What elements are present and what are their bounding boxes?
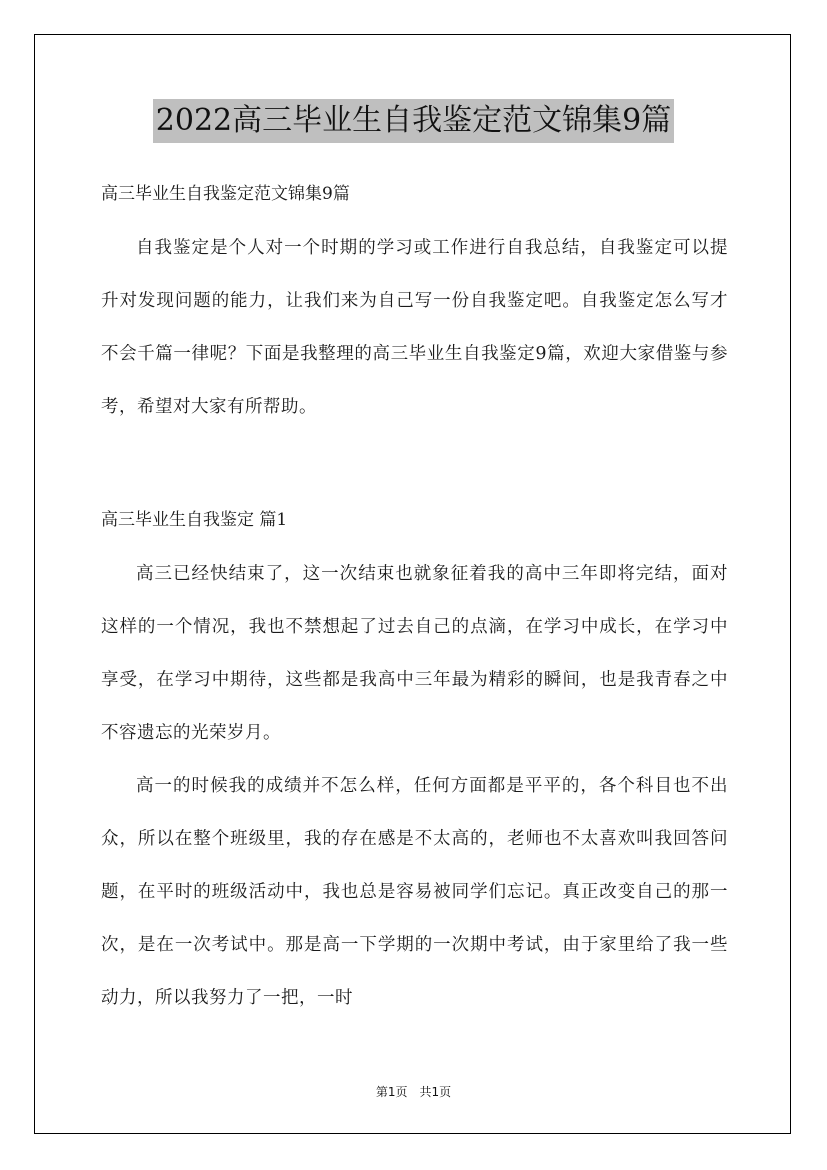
page-total: 共1页 bbox=[419, 1085, 452, 1099]
section-spacer bbox=[101, 434, 728, 504]
document-title bbox=[0, 99, 827, 143]
document-title-text: 2022高三毕业生自我鉴定范文锦集9篇 bbox=[153, 99, 674, 143]
section-heading: 高三毕业生自我鉴定 篇1 bbox=[101, 510, 288, 530]
page-footer bbox=[0, 1083, 827, 1100]
intro-paragraph: 自我鉴定是个人对一个时期的学习或工作进行自我总结，自我鉴定可以提升对发现问题的能力，让我们来为自己写一份自我鉴定吧。自我鉴定怎么写才不会千篇一律呢？下面是我整理的高三毕业生自我鉴定9篇，欢迎大家借鉴与参考，希望对大家有所帮助。 bbox=[101, 238, 728, 417]
page-number: 第1页 bbox=[375, 1085, 408, 1099]
body-paragraph: 高一的时候我的成绩并不怎么样，任何方面都是平平的，各个科目也不出众，所以在整个班级里，我的存在感是不太高的，老师也不太喜欢叫我回答问题，在平时的班级活动中，我也总是容易被同学们忘记。真正改变自己的那一次，是在一次考试中。那是高一下学期的一次期中考试，由于家里给了我一些动力，所以我努力了一把，一时 bbox=[101, 776, 728, 1008]
body-paragraph: 高三已经快结束了，这一次结束也就象征着我的高中三年即将完结，面对这样的一个情况，我也不禁想起了过去自己的点滴，在学习中成长，在学习中享受，在学习中期待，这些都是我高中三年最为精彩的瞬间，也是我青春之中不容遗忘的光荣岁月。 bbox=[101, 564, 728, 743]
document-subtitle: 高三毕业生自我鉴定范文锦集9篇 bbox=[101, 184, 350, 204]
document-body bbox=[101, 178, 728, 1025]
